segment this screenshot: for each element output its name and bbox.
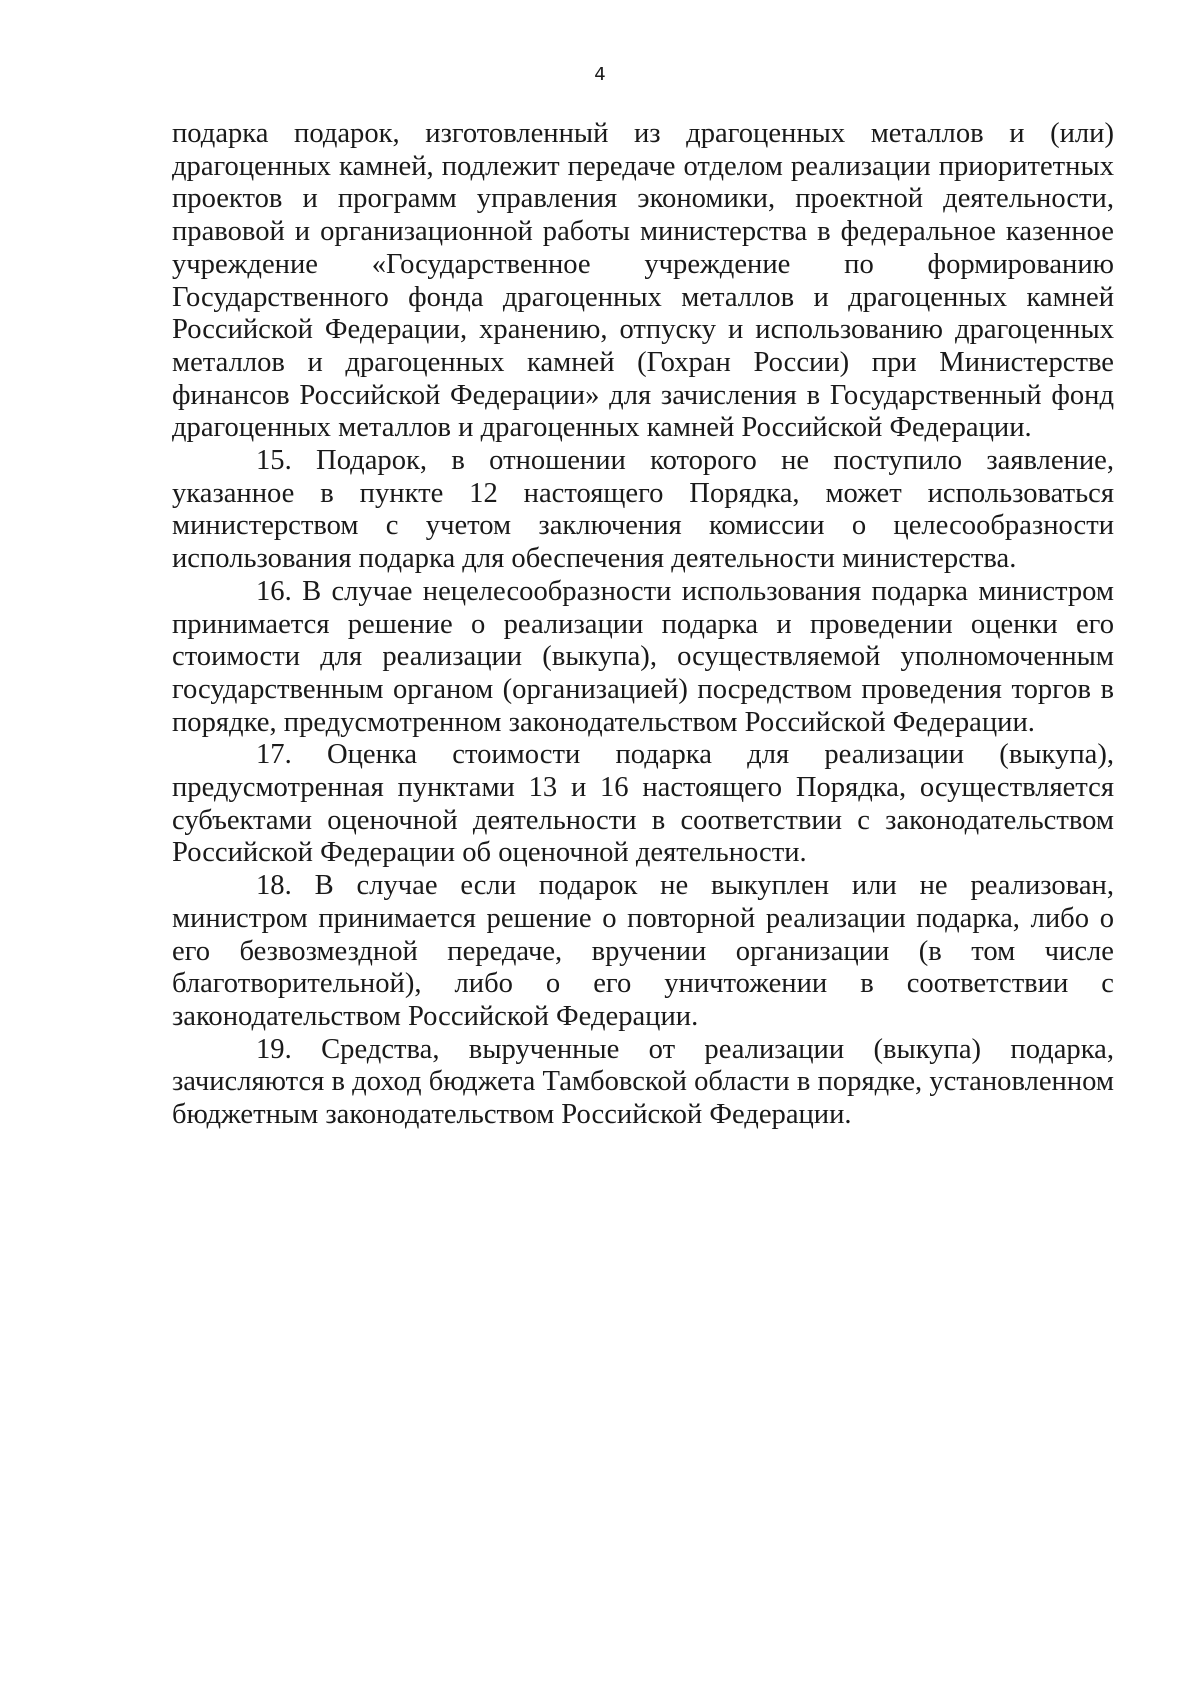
paragraph-continuation-14: подарка подарок, изготовленный из драгоценных металлов и (или) драгоценных камней, подлежит передаче отделом реализации приоритетных проектов и программ управления экономики, проектной деятельности, правовой и организационной работы министерства в федеральное казенное учреждение «Государственное учреждение по формированию Государственного фонда драгоценных металлов и драгоценных камней Российской Федерации, хранению, отпуску и использованию драгоценных металлов и драгоценных камней (Гохран России) при Министерстве финансов Российской Федерации» для зачисления в Государственный фонд драгоценных металлов и драгоценных камней Российской Федерации. <box>172 118 1114 444</box>
paragraph-19: 19. Средства, вырученные от реализации (выкупа) подарка, зачисляются в доход бюджета Тамбовской области в порядке, установленном бюджетным законодательством Российской Федерации. <box>172 1033 1114 1131</box>
page-number: 4 <box>594 64 606 85</box>
paragraph-16: 16. В случае нецелесообразности использования подарка министром принимается решение о реализации подарка и проведении оценки его стоимости для реализации (выкупа), осуществляемой уполномоченным государственным органом (организацией) посредством проведения торгов в порядке, предусмотренном законодательством Российской Федерации. <box>172 575 1114 738</box>
paragraph-17: 17. Оценка стоимости подарка для реализации (выкупа), предусмотренная пунктами 13 и 16 настоящего Порядка, осуществляется субъектами оценочной деятельности в соответствии с законодательством Российской Федерации об оценочной деятельности. <box>172 739 1114 869</box>
paragraph-15: 15. Подарок, в отношении которого не поступило заявление, указанное в пункте 12 настоящего Порядка, может использоваться министерством с учетом заключения комиссии о целесообразности использования подарка для обеспечения деятельности министерства. <box>172 445 1114 575</box>
document-body <box>172 118 1114 1132</box>
paragraph-18: 18. В случае если подарок не выкуплен или не реализован, министром принимается решение о повторной реализации подарка, либо о его безвозмездной передаче, вручении организации (в том числе благотворительной), либо о его уничтожении в соответствии с законодательством Российской Федерации. <box>172 870 1114 1032</box>
